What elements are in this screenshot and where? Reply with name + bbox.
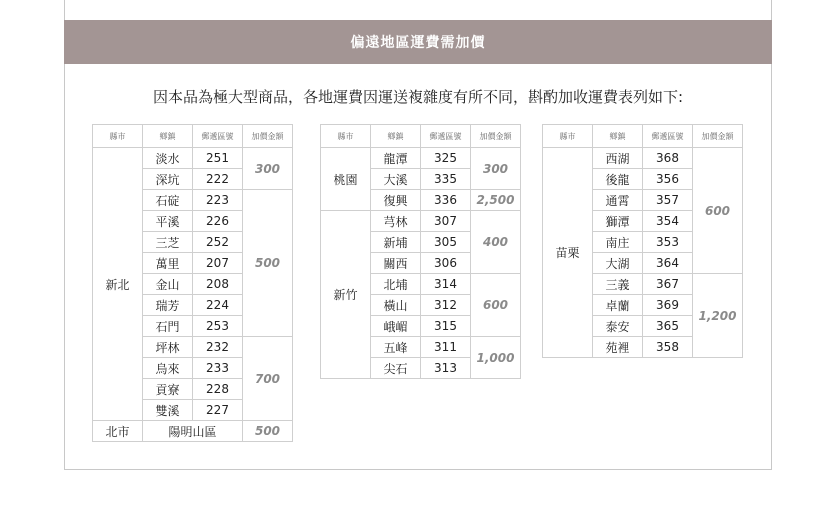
- zip-cell: 314: [421, 274, 471, 295]
- fee-cell: 500: [243, 190, 293, 337]
- town-cell: 龍潭: [371, 148, 421, 169]
- zip-cell: 364: [643, 253, 693, 274]
- table-row: [321, 211, 521, 232]
- zip-cell: 368: [643, 148, 693, 169]
- fee-cell: 1,000: [471, 337, 521, 379]
- table-row: [543, 148, 743, 169]
- header-town: 鄉鎮: [143, 125, 193, 148]
- town-cell: 峨嵋: [371, 316, 421, 337]
- city-cell: 新北: [93, 148, 143, 421]
- town-cell: 西湖: [593, 148, 643, 169]
- town-cell: 萬里: [143, 253, 193, 274]
- zip-cell: 224: [193, 295, 243, 316]
- rate-table-2: [320, 124, 521, 379]
- town-cell: 金山: [143, 274, 193, 295]
- town-cell: 雙溪: [143, 400, 193, 421]
- town-cell: 獅潭: [593, 211, 643, 232]
- header-city: 縣市: [543, 125, 593, 148]
- fee-cell: 600: [471, 274, 521, 337]
- town-cell: 陽明山區: [143, 421, 243, 442]
- zip-cell: 356: [643, 169, 693, 190]
- table-row: [93, 148, 293, 169]
- header-row: [543, 125, 743, 148]
- zip-cell: 357: [643, 190, 693, 211]
- zip-cell: 313: [421, 358, 471, 379]
- header-town: 鄉鎮: [371, 125, 421, 148]
- zip-cell: 207: [193, 253, 243, 274]
- header-fee: 加價金額: [693, 125, 743, 148]
- fee-cell: 700: [243, 337, 293, 421]
- town-cell: 後龍: [593, 169, 643, 190]
- town-cell: 通霄: [593, 190, 643, 211]
- header-zip: 郵遞區號: [193, 125, 243, 148]
- zip-cell: 223: [193, 190, 243, 211]
- town-cell: 泰安: [593, 316, 643, 337]
- header-zip: 郵遞區號: [643, 125, 693, 148]
- city-cell: 北市: [93, 421, 143, 442]
- rate-table-1: [92, 124, 293, 442]
- intro-text: 因本品為極大型商品，各地運費因運送複雜度有所不同，斟酌加收運費表列如下:: [152, 88, 684, 106]
- header-city: 縣市: [321, 125, 371, 148]
- town-cell: 石碇: [143, 190, 193, 211]
- zip-cell: 335: [421, 169, 471, 190]
- town-cell: 復興: [371, 190, 421, 211]
- zip-cell: 252: [193, 232, 243, 253]
- town-cell: 深坑: [143, 169, 193, 190]
- town-cell: 坪林: [143, 337, 193, 358]
- zip-cell: 336: [421, 190, 471, 211]
- town-cell: 北埔: [371, 274, 421, 295]
- town-cell: 大湖: [593, 253, 643, 274]
- town-cell: 新埔: [371, 232, 421, 253]
- town-cell: 南庄: [593, 232, 643, 253]
- zip-cell: 311: [421, 337, 471, 358]
- page-banner: 偏遠地區運費需加價: [64, 20, 772, 64]
- town-cell: 五峰: [371, 337, 421, 358]
- zip-cell: 325: [421, 148, 471, 169]
- fee-cell: 500: [243, 421, 293, 442]
- header-row: [321, 125, 521, 148]
- zip-cell: 353: [643, 232, 693, 253]
- city-cell: 苗栗: [543, 148, 593, 358]
- zip-cell: 312: [421, 295, 471, 316]
- header-fee: 加價金額: [471, 125, 521, 148]
- town-cell: 橫山: [371, 295, 421, 316]
- town-cell: 三義: [593, 274, 643, 295]
- zip-cell: 306: [421, 253, 471, 274]
- zip-cell: 367: [643, 274, 693, 295]
- zip-cell: 253: [193, 316, 243, 337]
- town-cell: 尖石: [371, 358, 421, 379]
- zip-cell: 232: [193, 337, 243, 358]
- zip-cell: 228: [193, 379, 243, 400]
- zip-cell: 369: [643, 295, 693, 316]
- zip-cell: 354: [643, 211, 693, 232]
- fee-cell: 300: [243, 148, 293, 190]
- rate-table-3: [542, 124, 743, 358]
- fee-cell: 600: [693, 148, 743, 274]
- town-cell: 芎林: [371, 211, 421, 232]
- zip-cell: 305: [421, 232, 471, 253]
- zip-cell: 227: [193, 400, 243, 421]
- town-cell: 苑裡: [593, 337, 643, 358]
- zip-cell: 226: [193, 211, 243, 232]
- fee-cell: 300: [471, 148, 521, 190]
- town-cell: 平溪: [143, 211, 193, 232]
- header-row: [93, 125, 293, 148]
- town-cell: 瑞芳: [143, 295, 193, 316]
- zip-cell: 222: [193, 169, 243, 190]
- zip-cell: 208: [193, 274, 243, 295]
- town-cell: 卓蘭: [593, 295, 643, 316]
- town-cell: 三芝: [143, 232, 193, 253]
- footer-row: [93, 421, 293, 442]
- zip-cell: 358: [643, 337, 693, 358]
- header-city: 縣市: [93, 125, 143, 148]
- fee-cell: 400: [471, 211, 521, 274]
- zip-cell: 365: [643, 316, 693, 337]
- town-cell: 貢寮: [143, 379, 193, 400]
- town-cell: 大溪: [371, 169, 421, 190]
- town-cell: 關西: [371, 253, 421, 274]
- zip-cell: 315: [421, 316, 471, 337]
- header-fee: 加價金額: [243, 125, 293, 148]
- zip-cell: 251: [193, 148, 243, 169]
- town-cell: 淡水: [143, 148, 193, 169]
- town-cell: 石門: [143, 316, 193, 337]
- town-cell: 烏來: [143, 358, 193, 379]
- zip-cell: 233: [193, 358, 243, 379]
- fee-cell: 2,500: [471, 190, 521, 211]
- header-town: 鄉鎮: [593, 125, 643, 148]
- fee-cell: 1,200: [693, 274, 743, 358]
- zip-cell: 307: [421, 211, 471, 232]
- table-row: [321, 148, 521, 169]
- city-cell: 新竹: [321, 211, 371, 379]
- city-cell: 桃園: [321, 148, 371, 211]
- header-zip: 郵遞區號: [421, 125, 471, 148]
